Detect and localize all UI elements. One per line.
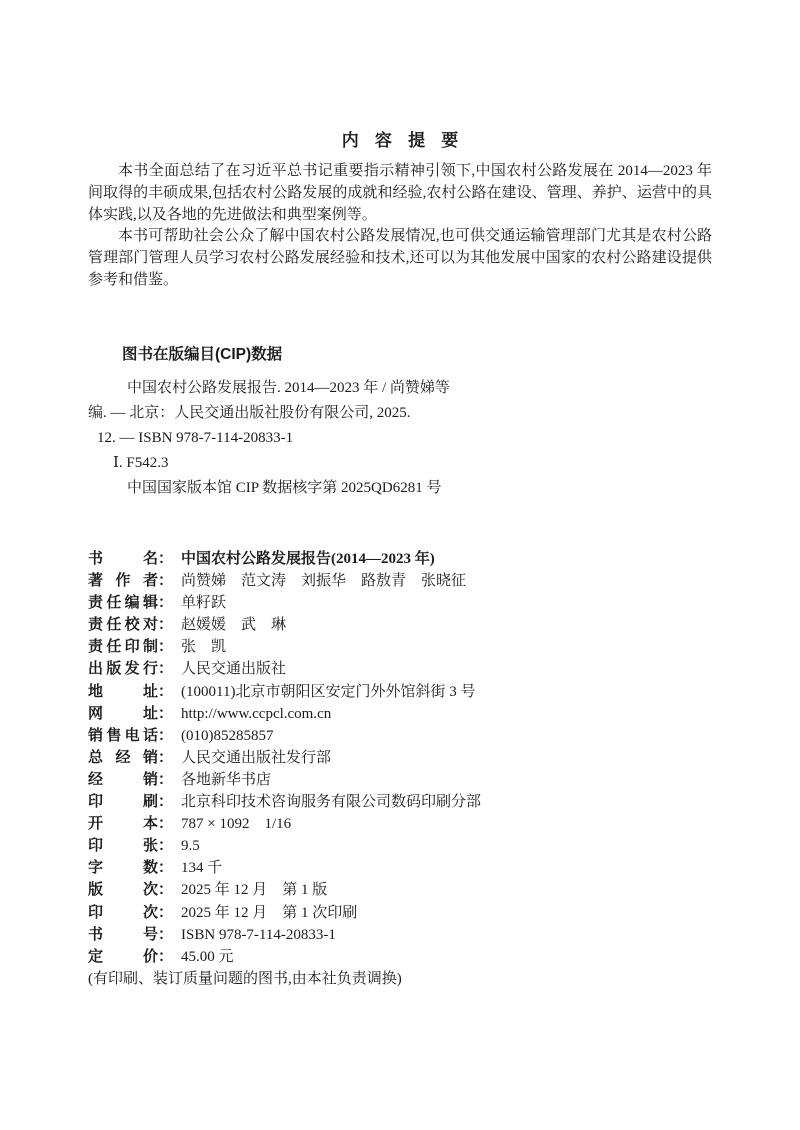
row-value: ISBN 978-7-114-20833-1: [181, 926, 336, 943]
row-colon: ：: [158, 748, 174, 766]
colophon-list: [88, 548, 748, 990]
row-value: 尚赞娣 范文涛 刘振华 路敖青 张晓征: [181, 573, 467, 590]
colophon-row-price: [88, 946, 748, 968]
row-value: 2025 年 12 月 第 1 次印刷: [181, 904, 358, 921]
row-label: 网址: [88, 704, 158, 722]
colophon-row-editor: [88, 592, 748, 614]
row-colon: ：: [158, 859, 174, 877]
row-value: 9.5: [181, 838, 200, 855]
row-colon: ：: [158, 572, 174, 590]
colophon-row-isbn: [88, 924, 748, 946]
row-label: 印次: [88, 903, 158, 921]
row-label: 印刷: [88, 793, 158, 811]
colophon-row-impression: [88, 902, 748, 924]
row-label: 经销: [88, 770, 158, 788]
colophon-row-sales-phone: [88, 725, 748, 747]
row-label: 责任校对: [88, 616, 158, 634]
cip-line-isbn: 12. — ISBN 978-7-114-20833-1: [97, 430, 294, 446]
row-colon: ：: [158, 704, 174, 722]
row-label: 著作者: [88, 572, 158, 590]
row-label: 销售电话: [88, 726, 158, 744]
row-label: 印张: [88, 837, 158, 855]
reprint-notice: (有印刷、装订质量问题的图书,由本社负责调换): [88, 970, 402, 987]
row-value: 2025 年 12 月 第 1 版: [181, 882, 328, 899]
row-colon: ：: [158, 837, 174, 855]
summary-paragraph-1: 本书全面总结了在习近平总书记重要指示精神引领下,中国农村公路发展在 2014—2023 年间取得的丰硕成果,包括农村公路发展的成就和经验,农村公路在建设、管理、养护、运营中的具体实践,以及各地的先进做法和典型案例等。: [88, 163, 712, 223]
row-value: 787 × 1092 1/16: [181, 816, 292, 833]
colophon-row-format: [88, 813, 748, 835]
content-summary-heading: [0, 131, 800, 151]
colophon-row-printed-sheets: [88, 835, 748, 857]
row-label: 开本: [88, 815, 158, 833]
row-colon: ：: [158, 594, 174, 612]
colophon-row-book-title: [88, 548, 748, 570]
content-summary-heading-text: 内容提要: [341, 131, 475, 150]
row-colon: ：: [158, 550, 174, 567]
cip-heading: 图书在版编目(CIP)数据: [122, 346, 283, 363]
row-colon: ：: [158, 616, 174, 634]
content-summary: [88, 161, 712, 292]
colophon-row-authors: [88, 570, 748, 592]
colophon-row-proofreaders: [88, 614, 748, 636]
colophon-row-edition: [88, 879, 748, 901]
row-colon: ：: [158, 815, 174, 833]
row-value: (100011)北京市朝阳区安定门外外馆斜街 3 号: [181, 683, 476, 700]
row-value: (010)85285857: [181, 727, 274, 744]
cip-block: [88, 345, 728, 501]
row-value: 单籽跃: [181, 595, 227, 612]
row-colon: ：: [158, 682, 174, 700]
summary-paragraph-2: 本书可帮助社会公众了解中国农村公路发展情况,也可供交通运输管理部门尤其是农村公路管理部门管理人员学习农村公路发展经验和技术,还可以为其他发展中国家的农村公路建设提供参考和借鉴。: [88, 228, 712, 288]
colophon-row-website: [88, 703, 748, 725]
colophon-row-general-distributor: [88, 747, 748, 769]
row-value: http://www.ccpcl.com.cn: [181, 705, 332, 722]
colophon-row-publisher: [88, 658, 748, 680]
row-colon: ：: [158, 881, 174, 899]
row-label: 定价: [88, 947, 158, 965]
row-value: 各地新华书店: [181, 771, 272, 788]
row-label: 出版发行: [88, 660, 158, 678]
colophon-row-word-count: [88, 857, 748, 879]
row-colon: ：: [158, 770, 174, 788]
cip-line-classification: Ⅰ. F542.3: [113, 455, 169, 471]
colophon-row-printer: [88, 791, 748, 813]
row-label: 字数: [88, 859, 158, 877]
row-value: 中国农村公路发展报告(2014—2023 年): [181, 551, 435, 567]
row-label: 地址: [88, 682, 158, 700]
cip-line-record-number: 中国国家版本馆 CIP 数据核字第 2025QD6281 号: [127, 480, 442, 496]
row-value: 赵媛媛 武 琳: [181, 617, 287, 634]
cip-line-publisher: 编. — 北京：人民交通出版社股份有限公司, 2025.: [88, 405, 411, 421]
row-value: 人民交通出版社发行部: [181, 749, 332, 766]
row-colon: ：: [158, 925, 174, 943]
row-label: 责任印制: [88, 638, 158, 656]
row-label: 书号: [88, 925, 158, 943]
row-value: 人民交通出版社: [181, 661, 287, 678]
row-value: 134 千: [181, 860, 223, 877]
cip-line-title: 中国农村公路发展报告. 2014—2023 年 / 尚赞娣等: [127, 380, 450, 396]
row-value: 北京科印技术咨询服务有限公司数码印刷分部: [181, 794, 482, 811]
row-label: 版次: [88, 881, 158, 899]
row-colon: ：: [158, 638, 174, 656]
row-colon: ：: [158, 793, 174, 811]
row-value: 张 凯: [181, 639, 227, 656]
row-colon: ：: [158, 947, 174, 965]
row-label: 总经销: [88, 748, 158, 766]
row-colon: ：: [158, 660, 174, 678]
row-colon: ：: [158, 726, 174, 744]
row-value: 45.00 元: [181, 948, 234, 965]
colophon-row-address: [88, 681, 748, 703]
row-colon: ：: [158, 903, 174, 921]
row-label: 责任编辑: [88, 594, 158, 612]
colophon-row-distributor: [88, 769, 748, 791]
row-label: 书名: [88, 550, 158, 567]
colophon-row-print-supervisor: [88, 636, 748, 658]
